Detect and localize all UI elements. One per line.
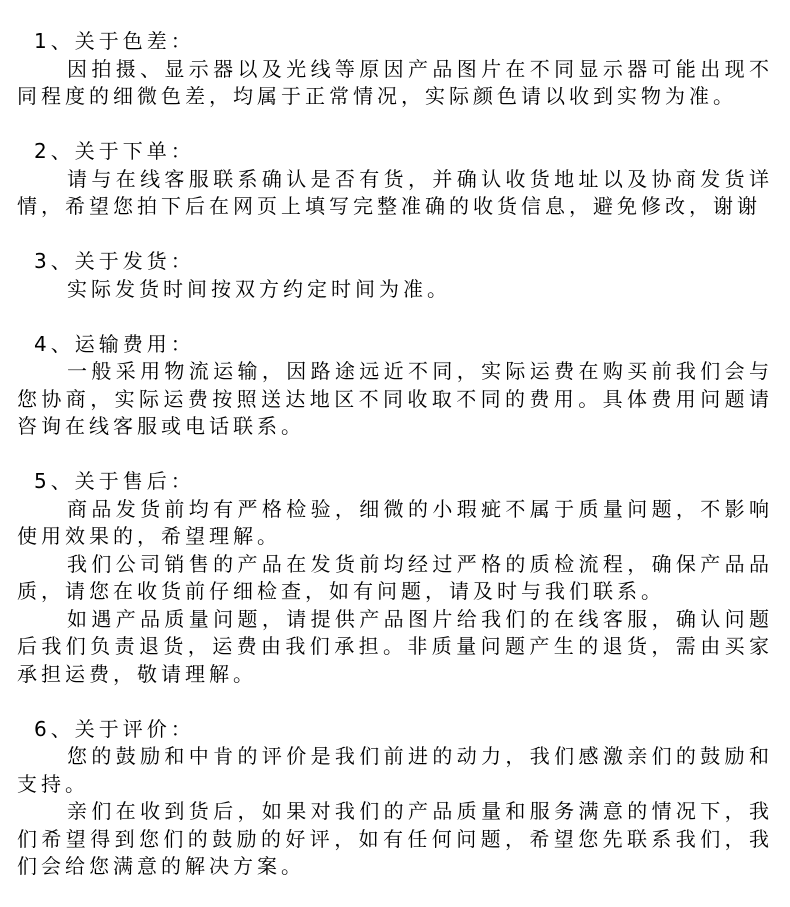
section-paragraph: 一般采用物流运输，因路途远近不同，实际运费在购买前我们会与您协商，实际运费按照送达地区不同收取不同的费用。具体费用问题请咨询在线客服或电话联系。	[17, 359, 773, 438]
section-paragraph: 请与在线客服联系确认是否有货，并确认收货地址以及协商发货详情，希望您拍下后在网页上填写完整准确的收货信息，避免修改，谢谢	[17, 166, 773, 218]
notice-section-4	[17, 331, 773, 441]
section-heading: 3、关于发货：	[34, 249, 195, 273]
section-paragraph: 实际发货时间按双方约定时间为准。	[67, 276, 451, 301]
section-heading: 6、关于评价：	[34, 716, 195, 741]
section-paragraph: 亲们在收到货后，如果对我们的产品质量和服务满意的情况下，我们希望得到您们的鼓励的好评，如有任何问题，希望您先联系我们，我们会给您满意的解决方案。	[17, 799, 773, 878]
notice-section-3	[17, 248, 773, 303]
notice-section-1	[17, 28, 773, 111]
section-paragraph: 如遇产品质量问题，请提供产品图片给我们的在线客服，确认问题后我们负责退货，运费由我们承担。非质量问题产生的退货，需由买家承担运费，敬请理解。	[17, 606, 773, 686]
section-heading: 4、运输费用：	[34, 331, 195, 356]
section-paragraph: 您的鼓励和中肯的评价是我们前进的动力，我们感激亲们的鼓励和支持。	[17, 744, 773, 796]
notice-section-5	[17, 468, 773, 688]
section-paragraph: 我们公司销售的产品在发货前均经过严格的质检流程，确保产品品质，请您在收货前仔细检查，如有问题，请及时与我们联系。	[17, 551, 773, 603]
section-heading: 1、关于色差：	[34, 29, 195, 53]
notice-section-2	[17, 138, 773, 221]
section-heading: 5、关于售后：	[34, 469, 195, 493]
notice-section-6	[17, 716, 773, 881]
section-paragraph: 商品发货前均有严格检验，细微的小瑕疵不属于质量问题，不影响使用效果的，希望理解。	[17, 496, 773, 548]
section-paragraph: 因拍摄、显示器以及光线等原因产品图片在不同显示器可能出现不同程度的细微色差，均属于正常情况，实际颜色请以收到实物为准。	[17, 56, 773, 108]
section-heading: 2、关于下单：	[34, 139, 195, 163]
